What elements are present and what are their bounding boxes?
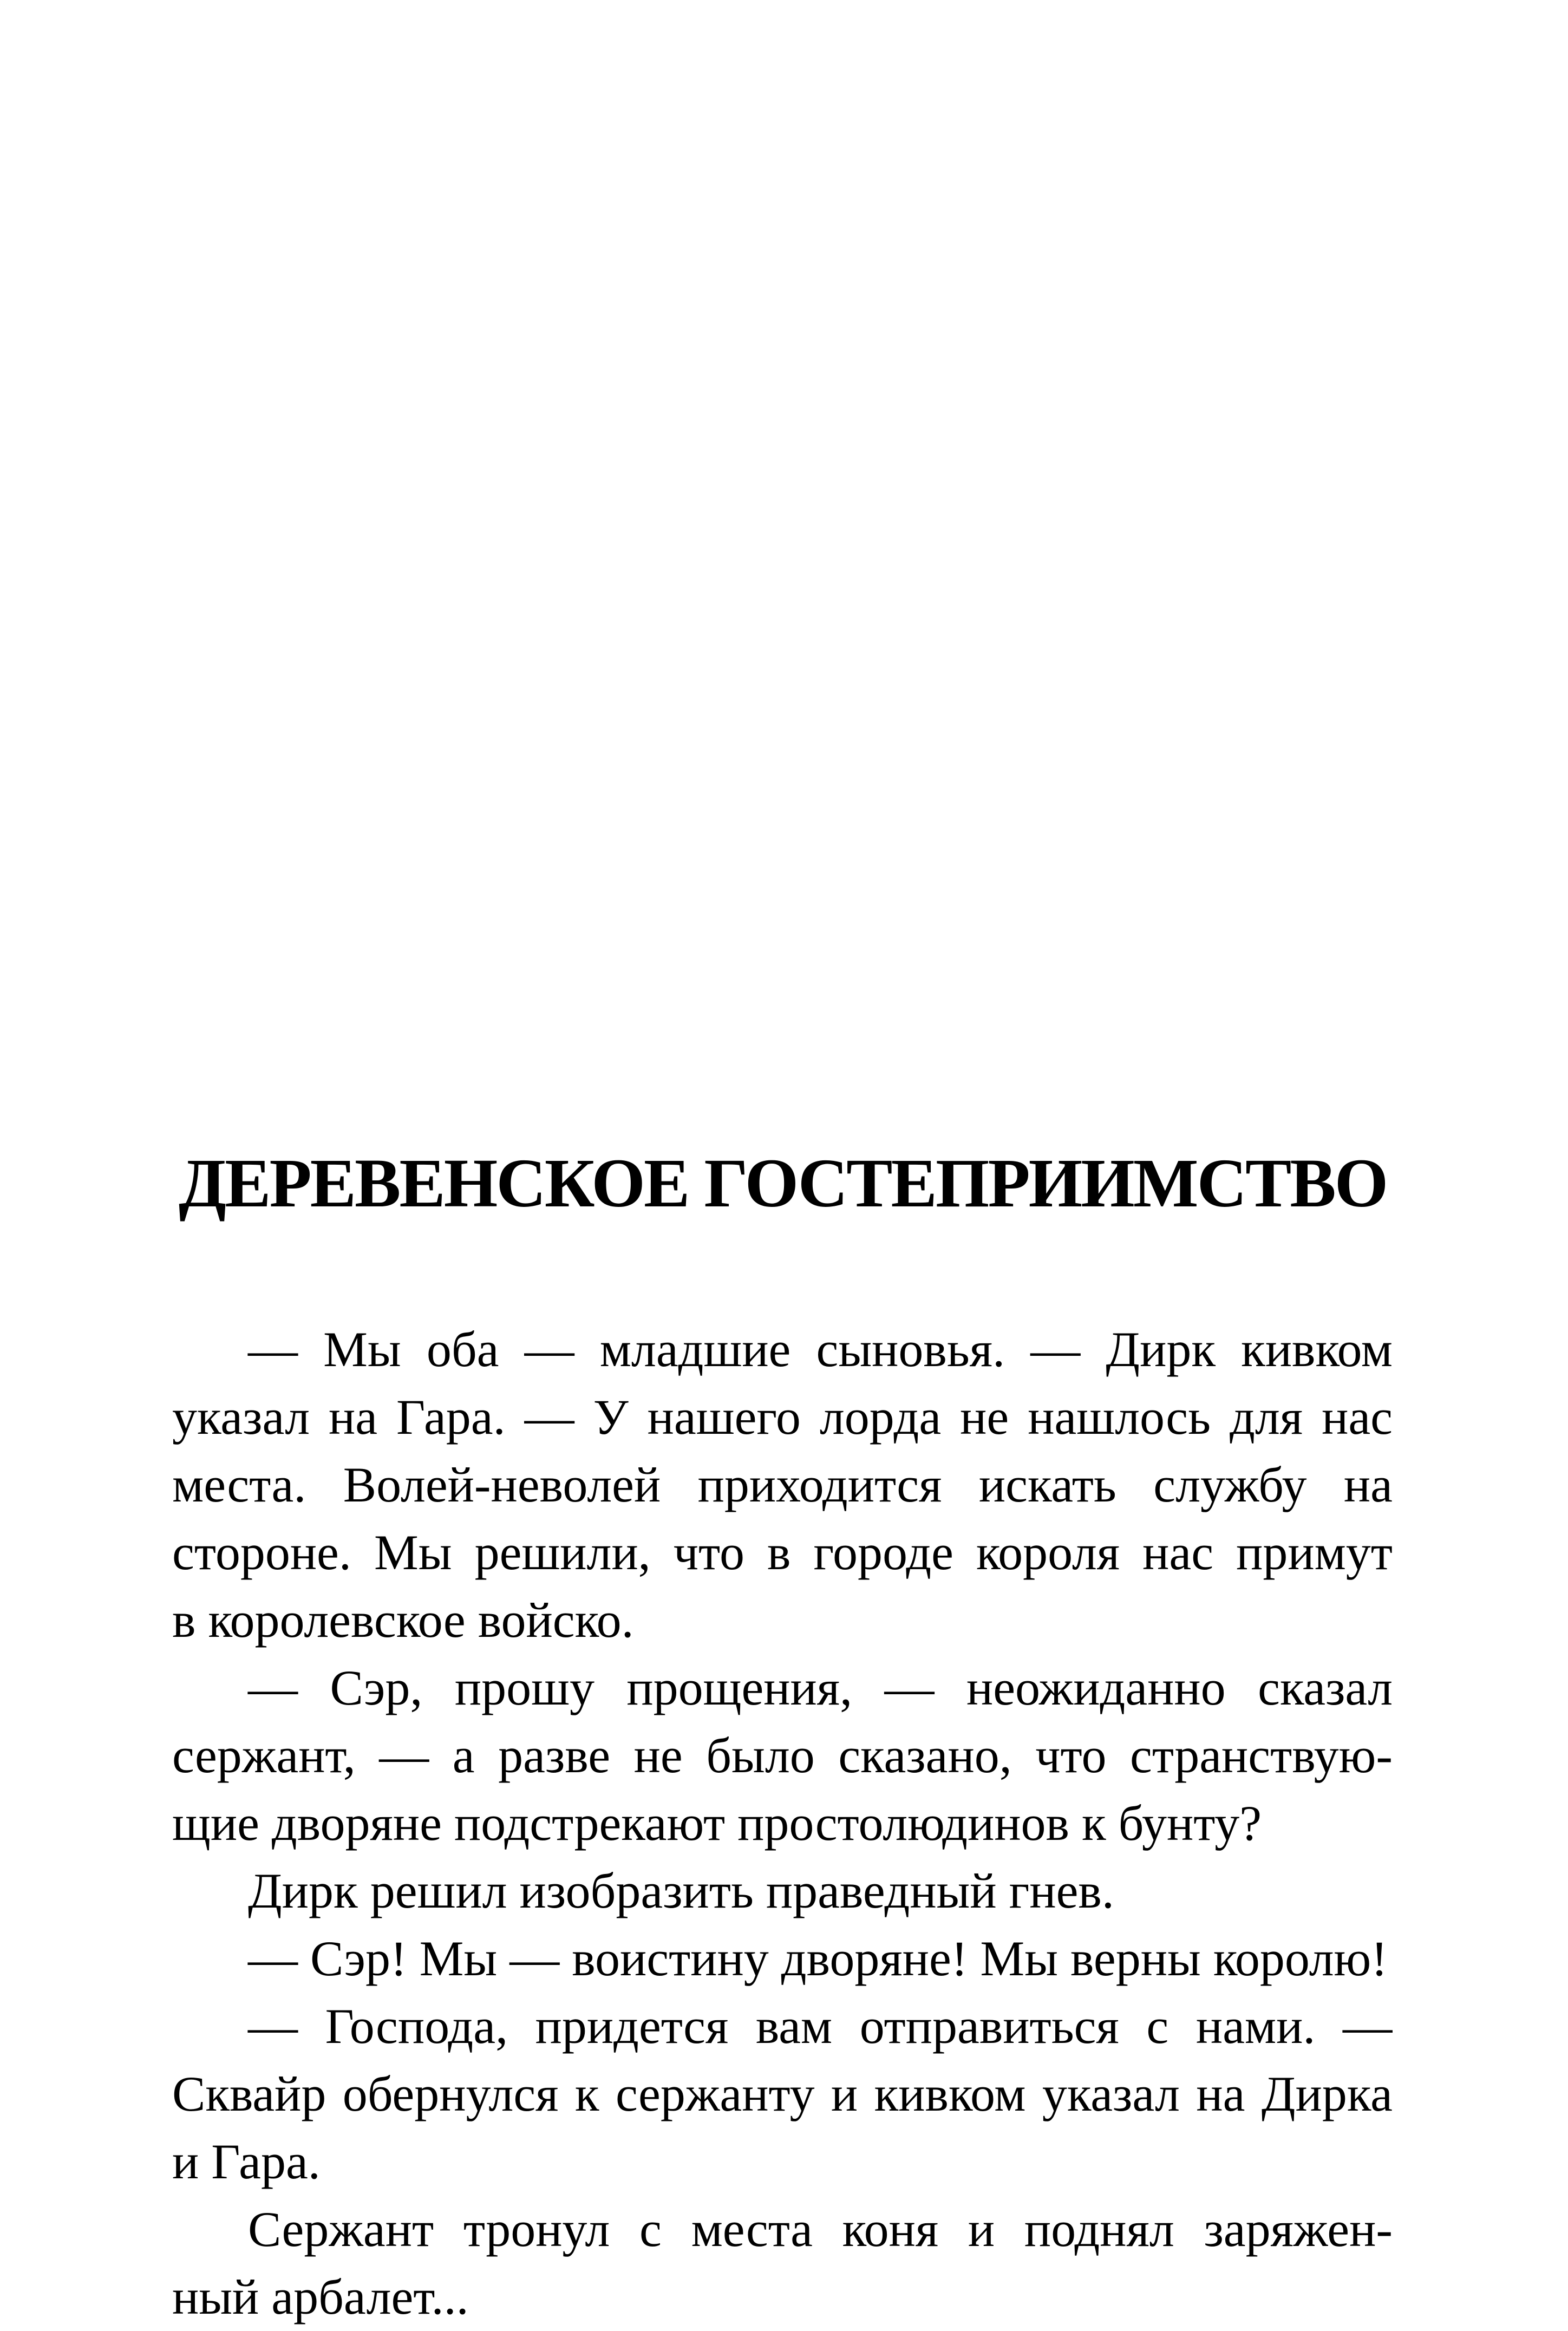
text-line: ный арбалет...: [172, 2269, 469, 2325]
paragraph-2: [172, 1654, 1393, 1857]
text-line: в королевское войско.: [172, 1592, 634, 1648]
paragraph-3: [172, 1857, 1393, 1925]
chapter-text: [172, 1316, 1393, 2331]
text-line: — Мы оба — младшие сыновья. — Дирк кивком: [248, 1322, 1393, 1377]
paragraph-5: [172, 1993, 1393, 2196]
text-line: стороне. Мы решили, что в городе короля нас примут: [172, 1525, 1393, 1580]
text-line: Дирк решил изобразить праведный гнев.: [248, 1863, 1114, 1918]
paragraph-1: [172, 1316, 1393, 1654]
text-line: Сержант тронул с места коня и поднял заряжен-: [248, 2202, 1393, 2257]
text-line: щие дворяне подстрекают простолюдинов к бунту?: [172, 1795, 1262, 1851]
text-line: — Господа, придется вам отправиться с нами. —: [248, 1999, 1393, 2054]
text-line: — Сэр, прошу прощения, — неожиданно сказал: [248, 1660, 1393, 1715]
paragraph-6: [172, 2196, 1393, 2331]
text-line: — Сэр! Мы — воистину дворяне! Мы верны королю!: [248, 1931, 1388, 1986]
text-line: сержант, — а разве не было сказано, что странствую-: [172, 1728, 1393, 1783]
paragraph-4: [172, 1925, 1393, 1993]
text-line: места. Волей-неволей приходится искать службу на: [172, 1457, 1393, 1512]
text-line: указал на Гара. — У нашего лорда не нашлось для нас: [172, 1389, 1393, 1445]
chapter-title: ДЕРЕВЕНСКОЕ ГОСТЕПРИИМСТВО: [179, 1145, 1387, 1222]
text-line: и Гара.: [172, 2134, 321, 2189]
text-line: Сквайр обернулся к сержанту и кивком указал на Дирка: [172, 2066, 1393, 2121]
